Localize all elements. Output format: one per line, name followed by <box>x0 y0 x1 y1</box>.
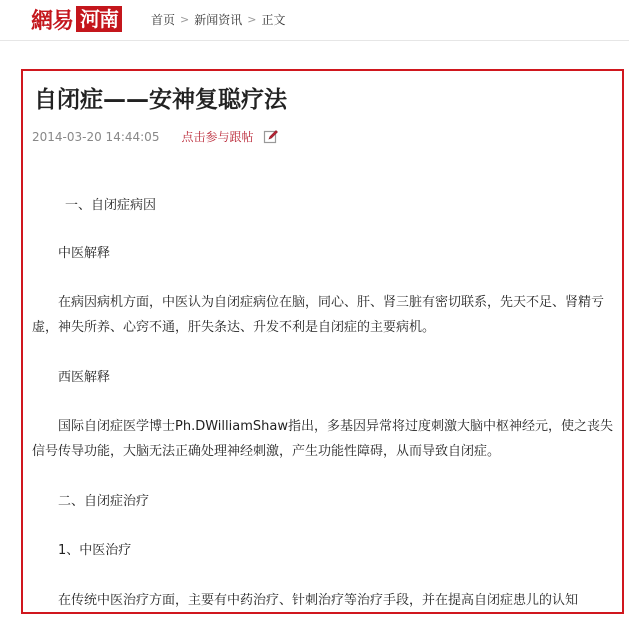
article-title: 自闭症——安神复聪疗法 <box>34 87 287 113</box>
breadcrumb-separator: > <box>180 12 190 26</box>
article-timestamp: 2014-03-20 14:44:05 <box>32 129 160 144</box>
comment-link[interactable]: 点击参与跟帖 <box>181 130 254 144</box>
logo-netease-text: 網易 <box>31 7 74 34</box>
logo-region-badge: 河南 <box>76 6 122 32</box>
section-heading: 一、自闭症病因 <box>65 198 157 213</box>
paragraph: 国际自闭症医学博士Ph.DWilliamShaw指出，多基因异常将过度刺激大脑中枢神经元，使之丧失信号传导功能，大脑无法正确处理神经刺激，产生功能性障碍，从而导致自闭症。 <box>32 419 613 459</box>
breadcrumb-home[interactable]: 首页 <box>151 12 176 27</box>
section-heading: 二、自闭症治疗 <box>58 494 150 509</box>
paragraph: 在病因病机方面，中医认为自闭症病位在脑，同心、肝、肾三脏有密切联系，先天不足、肾精亏虚，神失所养、心窍不通，肝失条达、升发不利是自闭症的主要病机。 <box>32 295 605 335</box>
breadcrumb-news[interactable]: 新闻资讯 <box>194 12 243 27</box>
paragraph: 在传统中医治疗方面，主要有中药治疗、针刺治疗等治疗手段，并在提高自闭症患儿的认知 <box>58 593 579 608</box>
subheading: 1、中医治疗 <box>58 543 132 558</box>
breadcrumb <box>151 10 285 28</box>
subheading: 西医解释 <box>58 370 111 385</box>
breadcrumb-current: 正文 <box>261 12 286 27</box>
site-logo[interactable] <box>31 5 122 33</box>
edit-icon[interactable] <box>263 129 279 145</box>
article-meta <box>32 128 279 145</box>
breadcrumb-separator: > <box>247 12 257 26</box>
subheading: 中医解释 <box>58 246 111 261</box>
top-bar <box>0 0 629 41</box>
article-container <box>21 69 624 614</box>
